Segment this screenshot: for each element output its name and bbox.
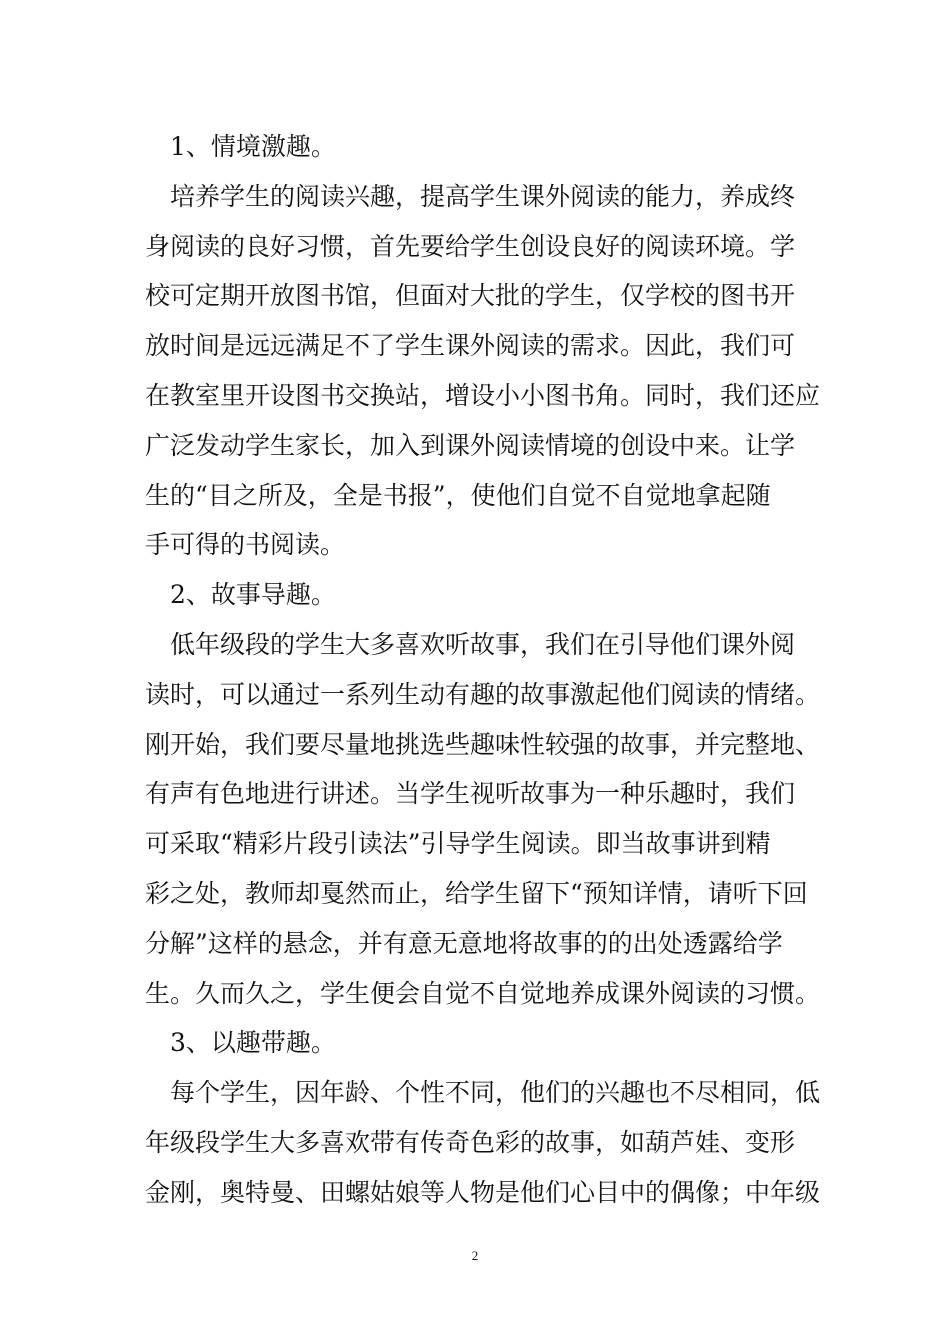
text-line: 校可定期开放图书馆，但面对大批的学生，仅学校的图书开	[145, 281, 796, 311]
text-line: 可采取“精彩片段引读法”引导学生阅读。即当故事讲到精	[145, 829, 771, 859]
text-line: 有声有色地进行讲述。当学生视听故事为一种乐趣时，我们	[145, 779, 796, 809]
text-line: 在教室里开设图书交换站，增设小小图书角。同时，我们还应	[145, 381, 821, 410]
text-line: 生。久而久之，学生便会自觉不自觉地养成课外阅读的习惯。	[145, 978, 821, 1008]
text-line: 年级段学生大多喜欢带有传奇色彩的故事，如葫芦娃、变形	[145, 1128, 796, 1157]
text-line: 彩之处，教师却戛然而止，给学生留下“预知详情，请听下回	[145, 879, 808, 908]
text-line: 每个学生，因年龄、个性不同，他们的兴趣也不尽相同，低	[145, 1078, 821, 1108]
text-line: 读时，可以通过一系列生动有趣的故事激起他们阅读的情绪。	[145, 679, 821, 709]
text-line: 广泛发动学生家长，加入到课外阅读情境的创设中来。让学	[145, 430, 796, 460]
page-number: 2	[471, 1248, 479, 1263]
text-line: 分解”这样的悬念，并有意无意地将故事的的出处透露给学	[145, 928, 783, 958]
text-line: 身阅读的良好习惯，首先要给学生创设良好的阅读环境。学	[145, 231, 796, 261]
text-line: 培养学生的阅读兴趣，提高学生课外阅读的能力，养成终	[145, 181, 796, 211]
text-line: 3、以趣带趣。	[145, 1028, 336, 1058]
text-line: 生的“目之所及，全是书报”，使他们自觉不自觉地拿起随	[145, 480, 771, 510]
text-line: 刚开始，我们要尽量地挑选些趣味性较强的故事，并完整地、	[145, 729, 821, 759]
text-line: 1、情境激趣。	[145, 132, 336, 161]
text-line: 2、故事导趣。	[145, 580, 336, 610]
text-line: 金刚，奥特曼、田螺姑娘等人物是他们心目中的偶像；中年级	[145, 1177, 821, 1207]
text-line: 低年级段的学生大多喜欢听故事，我们在引导他们课外阅	[145, 630, 796, 659]
text-line: 手可得的书阅读。	[145, 530, 346, 560]
text-line: 放时间是远远满足不了学生课外阅读的需求。因此，我们可	[145, 331, 796, 361]
